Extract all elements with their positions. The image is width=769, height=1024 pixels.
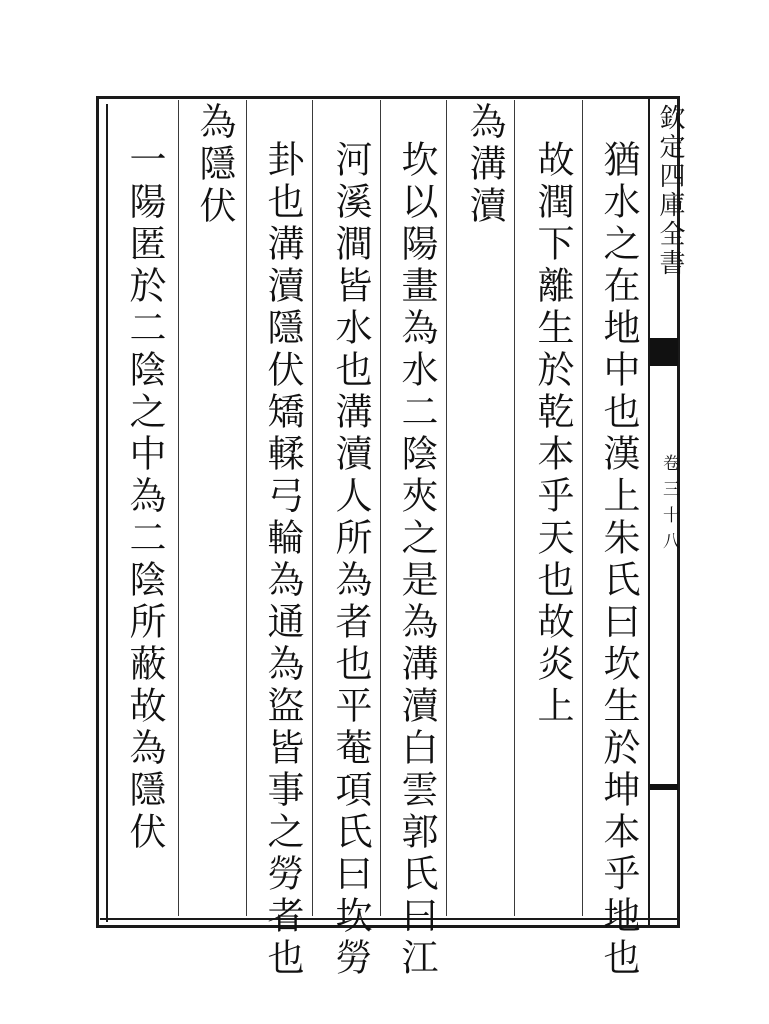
column-rule [380, 100, 381, 916]
page-border-frame [96, 96, 680, 928]
column-rule [246, 100, 247, 916]
inner-border-bottom [100, 918, 678, 920]
text-column-3-heading: 為溝瀆 [463, 102, 506, 228]
juan-number-margin: 卷三十八 [659, 454, 679, 558]
fishtail-ornament [650, 338, 678, 366]
text-column-2: 故潤下離生於乾本乎天也故炎上 [531, 140, 574, 728]
text-column-1: 猶水之在地中也漢上朱氏曰坎生於坤本乎地也 [597, 140, 640, 980]
column-rule [514, 100, 515, 916]
inner-border-left [106, 104, 108, 922]
column-rule [446, 100, 447, 916]
fishtail-bottom-ornament [650, 784, 678, 790]
text-column-6: 卦也溝瀆隱伏矯輮弓輪為通為盜皆事之勞者也 [261, 140, 304, 980]
column-rule [312, 100, 313, 916]
book-title-margin: 欽定四庫全書 [655, 104, 685, 278]
text-column-7-heading: 為隱伏 [193, 102, 236, 228]
text-column-5: 河溪澗皆水也溝瀆人所為者也平菴項氏曰坎勞 [329, 140, 372, 980]
text-column-4: 坎以陽畫為水二陰夾之是為溝瀆白雲郭氏曰江 [395, 140, 438, 980]
text-column-8: 一陽匿於二陰之中為二陰所蔽故為隱伏 [123, 140, 166, 854]
column-rule [178, 100, 179, 916]
column-rule [582, 100, 583, 916]
